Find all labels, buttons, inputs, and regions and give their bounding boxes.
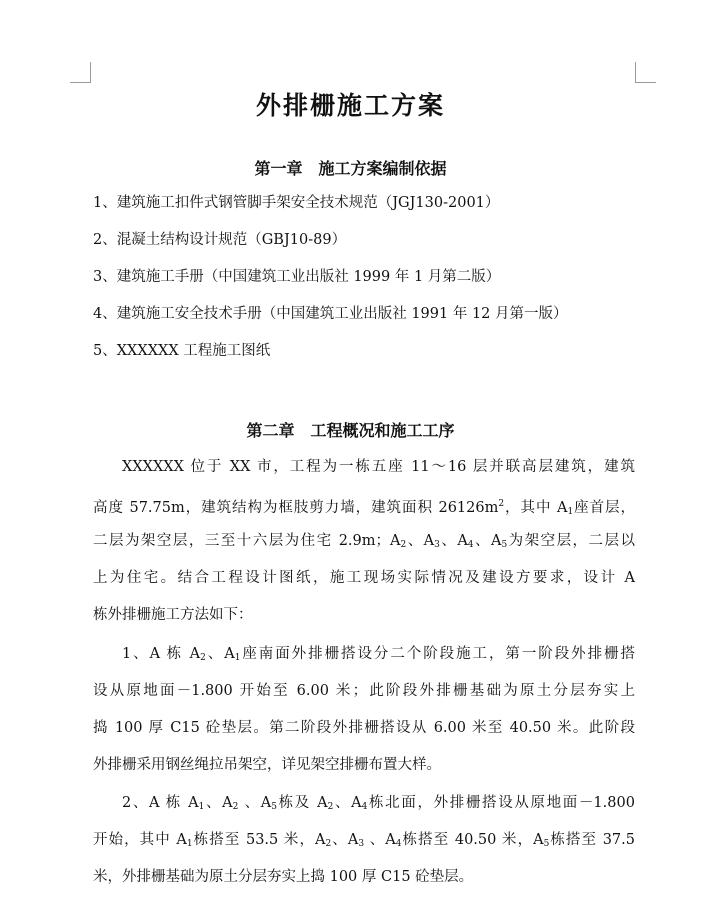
paragraph-line: 米，外排栅基础为原土分层夯实上捣 100 厚 C15 砼垫层。	[93, 869, 474, 885]
project-overview-paragraph	[93, 449, 635, 634]
south-side-scaffolding-paragraph	[93, 636, 635, 784]
paragraph-line: 捣 100 厚 C15 砼垫层。第二阶段外排栅搭设从 6.00 米至 40.50 米。此阶段	[93, 720, 635, 736]
paragraph-line: 开始，其中 $A_1$栋搭至 53.5 米，$A_2$、$A_3$ 、$A_4$栋搭至 40.50 米，$A_5$栋搭至 37.5	[93, 832, 635, 849]
page-margin-corner-top-left	[70, 62, 91, 83]
document-title: 外排栅施工方案	[255, 91, 445, 120]
paragraph-line: 上为住宅。结合工程设计图纸，施工现场实际情况及建设方要求，设计 A	[93, 570, 635, 586]
reference-item: 1、建筑施工扣件式钢管脚手架安全技术规范（JGJ130-2001）	[93, 195, 500, 211]
reference-list	[93, 192, 653, 377]
reference-item: 2、混凝土结构设计规范（GBJ10-89）	[93, 232, 347, 248]
reference-item: 5、XXXXXX 工程施工图纸	[93, 343, 271, 359]
page-margin-corner-top-right	[635, 62, 656, 83]
chapter-2-heading: 第二章 工程概况和施工工序	[246, 421, 455, 440]
paragraph-line: 1、A 栋 $A_2$、$A_1$座南面外排栅搭设分二个阶段施工，第一阶段外排栅搭	[122, 646, 635, 663]
reference-item: 3、建筑施工手册（中国建筑工业出版社 1999 年 1 月第二版）	[93, 269, 501, 285]
paragraph-line: 栋外排栅施工方法如下：	[93, 607, 253, 623]
north-side-scaffolding-paragraph	[93, 785, 635, 896]
paragraph-line: 二层为架空层，三至十六层为住宅 2.9m；$A_2$、$A_3$、$A_4$、$A_5$为架空层，二层以	[93, 533, 635, 550]
paragraph-line: 高度 57.75m，建筑结构为框肢剪力墙，建筑面积 $26126m^2$，其中 $A_1$座首层，	[93, 499, 635, 517]
paragraph-line: 2、A 栋 $A_1$、$A_2$ 、$A_5$栋及 $A_2$、$A_4$栋北面，外排栅搭设从原地面－1.800	[122, 795, 635, 812]
paragraph-line: XXXXXX 位于 XX 市，工程为一栋五座 11～16 层并联高层建筑，建筑	[122, 459, 635, 475]
chapter-1-heading: 第一章 施工方案编制依据	[254, 159, 447, 178]
paragraph-line: 设从原地面－1.800 开始至 6.00 米；此阶段外排栅基础为原土分层夯实上	[93, 683, 635, 699]
paragraph-line: 外排栅采用钢丝绳拉吊架空，详见架空排栅布置大样。	[93, 757, 441, 773]
reference-item: 4、建筑施工安全技术手册（中国建筑工业出版社 1991 年 12 月第一版）	[93, 306, 568, 322]
